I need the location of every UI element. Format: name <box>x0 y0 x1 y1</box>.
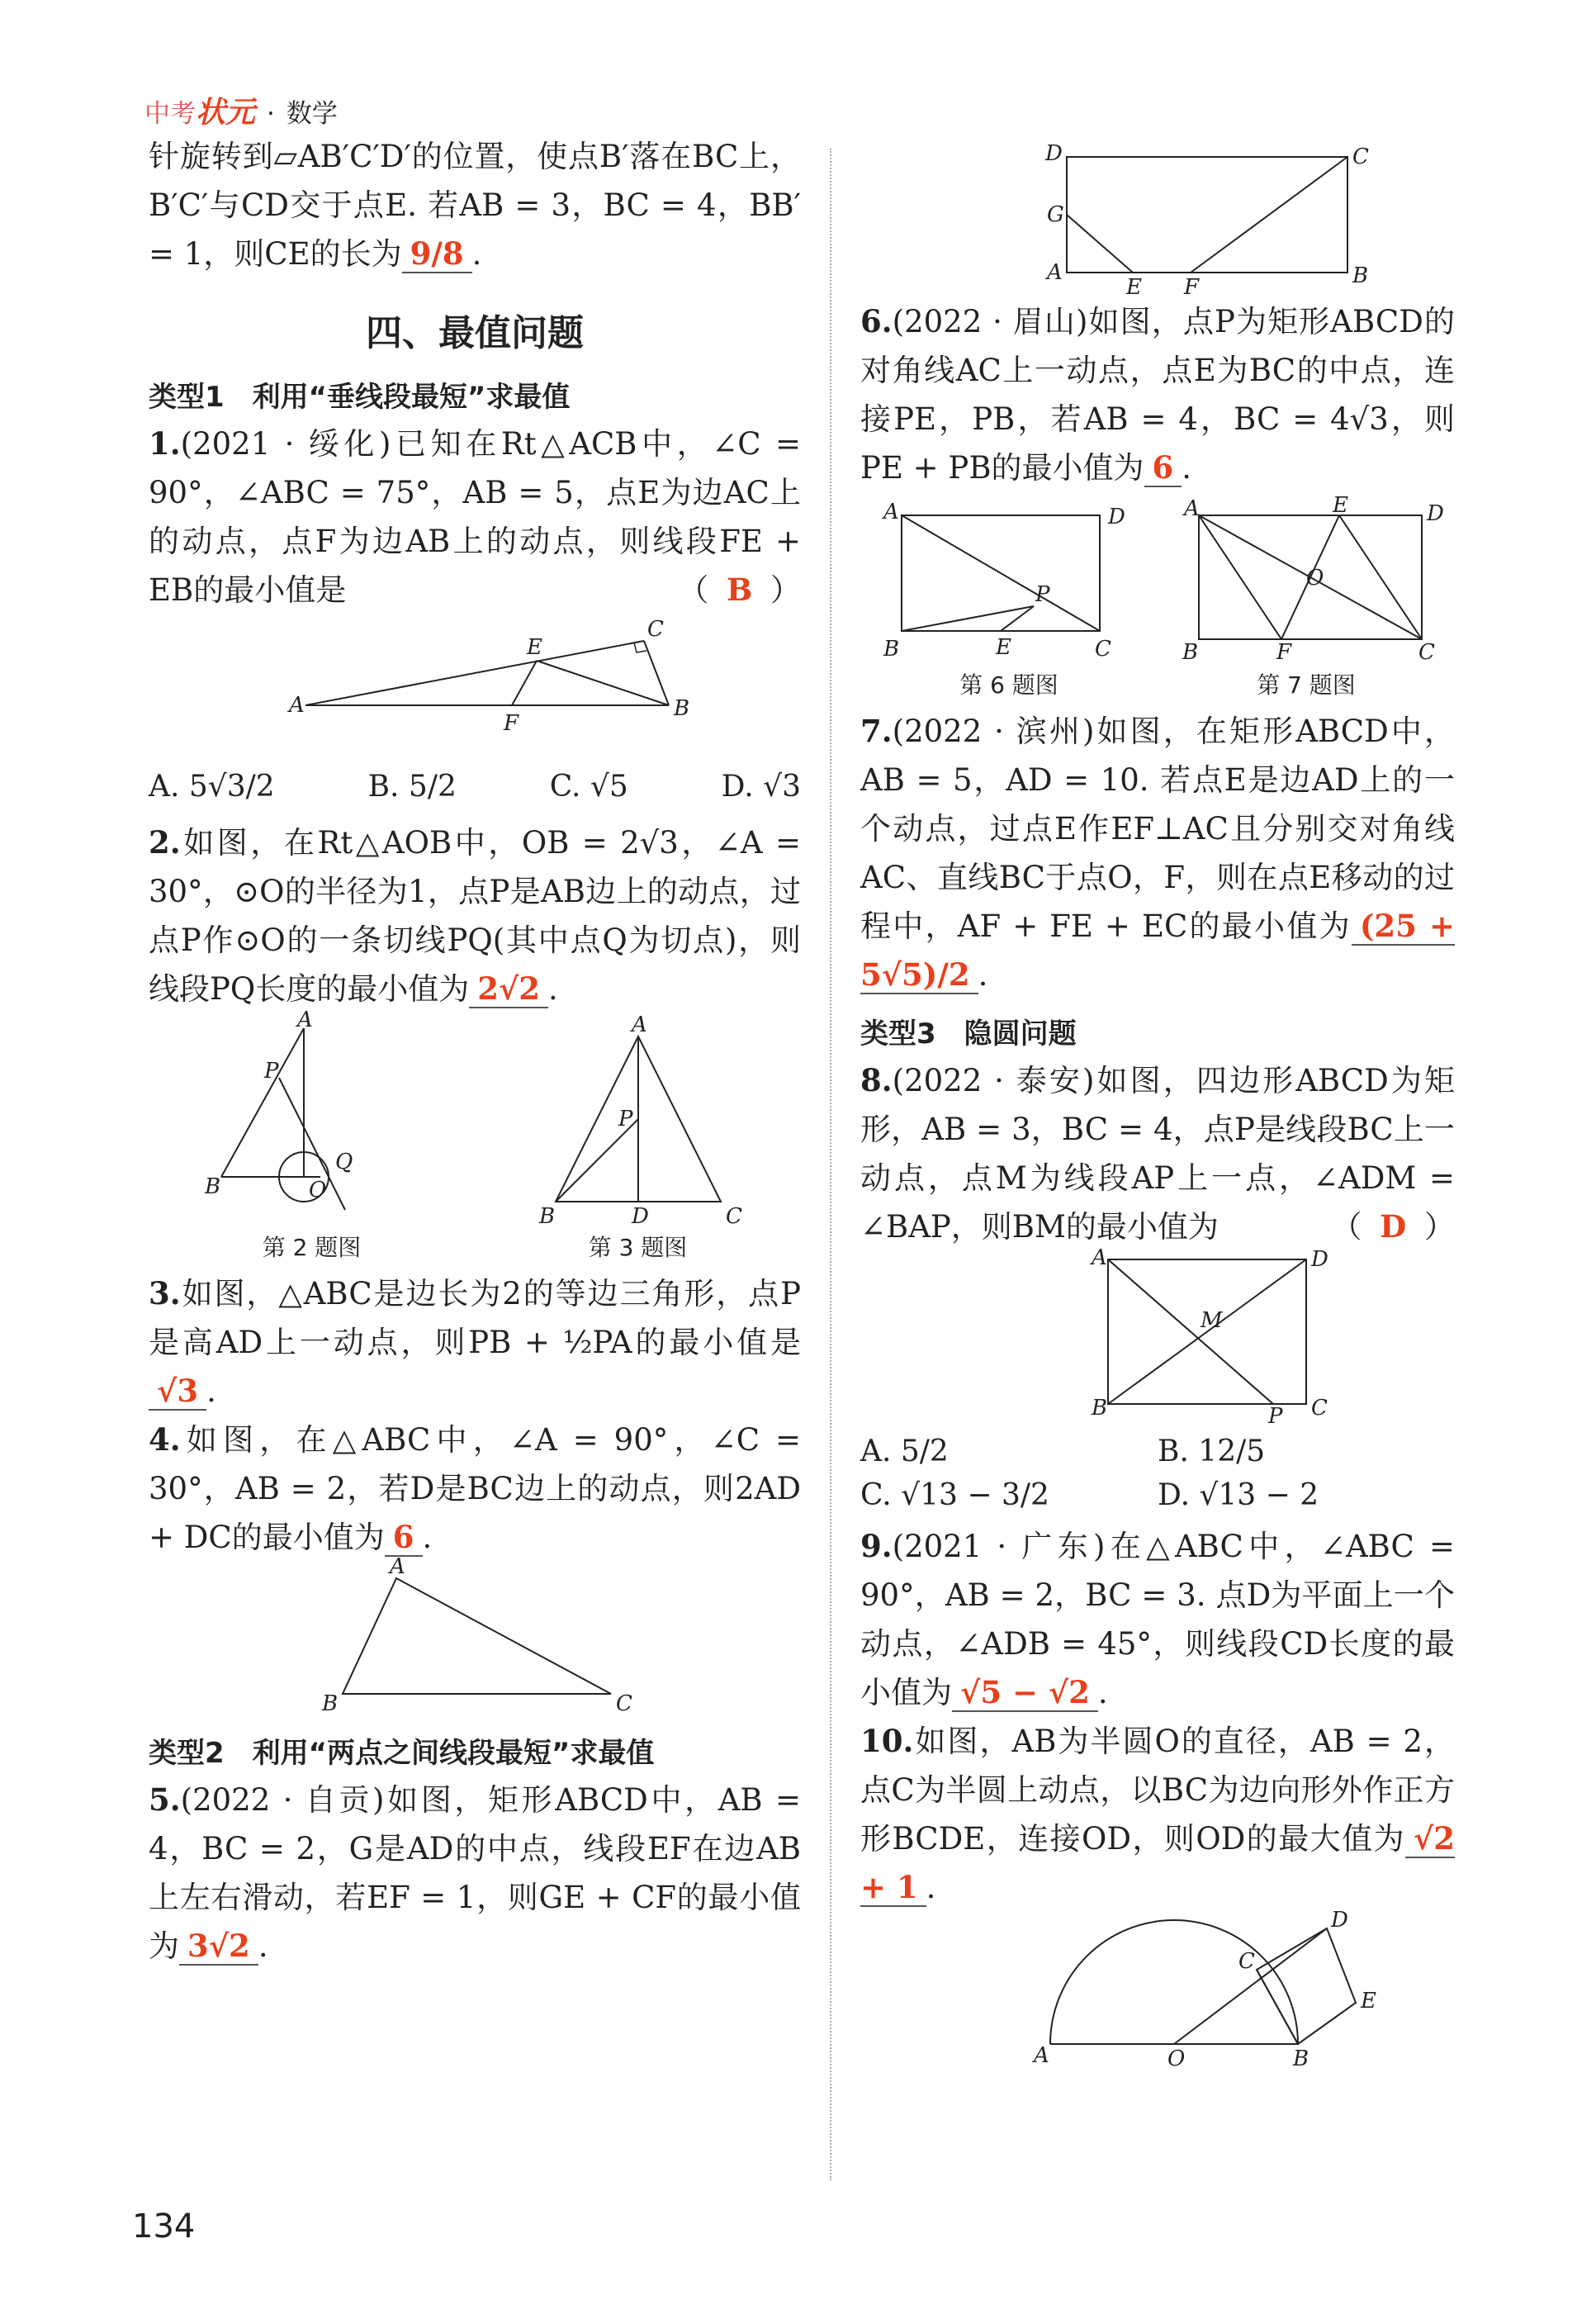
svg-text:B: B <box>1182 640 1199 665</box>
svg-text:C: C <box>1418 640 1435 665</box>
question-2: 2.如图，在Rt△AOB中，OB = 2√3，∠A = 30°，⊙O的半径为1，点P是AB边上的动点，过点P作⊙O的一条切线PQ(其中点Q为切点)，则线段PQ长度的最小值为 2√2 . <box>149 824 801 1007</box>
svg-text:A: A <box>1047 260 1063 285</box>
q2-figure <box>204 1008 419 1226</box>
q2-q3-figures <box>149 1008 801 1263</box>
svg-text:P: P <box>263 1059 278 1084</box>
svg-text:C: C <box>1095 637 1111 662</box>
svg-text:F: F <box>1184 275 1200 300</box>
intro-text: 针旋转到▱AB′C′D′的位置，使点B′落在BC上，B′C′与CD交于点E. 若AB = 3，BC = 4，BB′ = 1，则CE的长为 9/8 . <box>149 139 801 272</box>
svg-text:A: A <box>390 1554 405 1579</box>
svg-text:A: A <box>1092 1245 1107 1270</box>
question-9: 9.(2021 · 广东)在△ABC中，∠ABC = 90°，AB = 2，BC = 3. 点D为平面上一个动点，∠ADB = 45°，则线段CD长度的最小值为 √5 − √2 . <box>860 1528 1455 1710</box>
svg-text:C: C <box>1238 1949 1255 1974</box>
section-title: 四、最值问题 <box>366 312 584 354</box>
q8-figure <box>860 1245 1455 1429</box>
q1-option-a[interactable]: A. 5√3/2 <box>149 770 275 804</box>
svg-text:F: F <box>504 711 519 736</box>
question-8: 8.(2022 · 泰安)如图，四边形ABCD为矩形，AB = 3，BC = 4，点P是线段BC上一动点，点M为线段AP上一点，∠ADM = ∠BAP，则BM的最小值为 （ D ） <box>860 1062 1455 1245</box>
q10-figure <box>860 1908 1455 2071</box>
svg-text:B: B <box>322 1691 339 1716</box>
q1-option-b[interactable]: B. 5/2 <box>367 770 457 804</box>
svg-text:E: E <box>1361 1989 1376 2013</box>
q7-figure <box>1174 493 1444 665</box>
svg-text:B: B <box>1092 1396 1108 1420</box>
svg-text:D: D <box>1045 141 1063 166</box>
svg-text:E: E <box>527 635 542 660</box>
q1-options <box>149 770 801 804</box>
q6-q7-figures <box>860 493 1455 700</box>
svg-text:B: B <box>1352 263 1369 288</box>
q8-option-b[interactable]: B. 12/5 <box>1158 1435 1266 1468</box>
svg-text:A: A <box>1034 2043 1049 2068</box>
svg-text:Q: Q <box>334 1150 353 1174</box>
svg-text:D: D <box>1311 1247 1328 1272</box>
svg-text:B: B <box>883 637 900 662</box>
q1-figure <box>149 614 801 755</box>
svg-text:D: D <box>631 1204 649 1229</box>
q8-options-row1 <box>860 1435 1455 1468</box>
svg-text:C: C <box>647 617 664 642</box>
svg-text:O: O <box>1167 2047 1186 2071</box>
svg-text:F: F <box>1276 640 1292 665</box>
svg-text:A: A <box>631 1013 647 1037</box>
caption-fig2: 第 2 题图 <box>262 1234 362 1261</box>
caption-fig3: 第 3 题图 <box>588 1234 688 1261</box>
svg-text:C: C <box>1352 145 1369 169</box>
svg-text:O: O <box>308 1178 326 1202</box>
svg-text:B: B <box>204 1174 220 1199</box>
svg-text:C: C <box>616 1691 632 1716</box>
svg-text:A: A <box>883 500 899 524</box>
svg-text:E: E <box>1333 493 1348 518</box>
question-10: 10.如图，AB为半圆O的直径，AB = 2，点C为半圆上动点，以BC为边向形外作正方形BCDE，连接OD，则OD的最大值为 √2 + 1 . <box>860 1723 1455 1905</box>
question-3: 3.如图，△ABC是边长为2的等边三角形，点P是高AD上一动点，则PB + ½PA的最小值是√3 . <box>149 1275 801 1409</box>
q4-figure <box>149 1554 801 1719</box>
type2-heading: 类型2 利用“两点之间线段最短”求最值 <box>149 1737 655 1770</box>
svg-text:M: M <box>1201 1308 1223 1333</box>
brand-logo: 中考状元 <box>144 96 256 130</box>
question-5: 5.(2022 · 自贡)如图，矩形ABCD中，AB = 4，BC = 2，G是AD的中点，线段EF在边AB上左右滑动，若EF = 1，则GE + CF的最小值为 3√2 . <box>149 1781 801 1964</box>
svg-text:B: B <box>538 1204 555 1229</box>
q8-option-a[interactable]: A. 5/2 <box>860 1435 949 1468</box>
right-column <box>860 140 1455 2069</box>
question-4: 4.如图，在△ABC中，∠A = 90°，∠C = 30°，AB = 2，若D是BC边上的动点，则2AD + DC的最小值为 6 . <box>149 1421 801 1555</box>
svg-text:P: P <box>1035 582 1050 607</box>
svg-text:D: D <box>1427 501 1444 526</box>
svg-text:A: A <box>1184 496 1200 521</box>
caption-fig6: 第 6 题图 <box>959 671 1058 699</box>
svg-text:P: P <box>1268 1404 1283 1429</box>
page-number: 134 <box>132 2208 196 2246</box>
q3-figure <box>531 1013 746 1229</box>
question-6: 6.(2022 · 眉山)如图，点P为矩形ABCD的对角线AC上一动点，点E为BC的中点，连接PE，PB，若AB = 4，BC = 4√3，则PE + PB的最小值为 6 . <box>860 303 1455 486</box>
q6-figure <box>877 499 1141 664</box>
svg-text:C: C <box>725 1204 742 1229</box>
svg-text:D: D <box>1331 1908 1348 1933</box>
left-column <box>149 132 801 1971</box>
q8-option-c[interactable]: C. √13 − 3/2 <box>860 1478 1049 1512</box>
svg-text:A: A <box>289 693 305 718</box>
svg-text:D: D <box>1108 505 1125 529</box>
q5-figure <box>860 140 1455 300</box>
type3-heading: 类型3 隐圆问题 <box>860 1017 1077 1051</box>
svg-text:B: B <box>674 696 690 721</box>
column-divider <box>830 149 831 2180</box>
svg-text:A: A <box>296 1008 313 1032</box>
page-header: 中考状元 · 数学 <box>144 96 338 130</box>
caption-fig7: 第 7 题图 <box>1257 671 1356 699</box>
svg-text:E: E <box>1126 275 1142 300</box>
q1-option-c[interactable]: C. √5 <box>549 770 628 804</box>
svg-text:B: B <box>1293 2047 1309 2071</box>
q1-option-d[interactable]: D. √3 <box>721 770 801 804</box>
svg-text:E: E <box>996 635 1011 660</box>
question-1: 1.(2021 · 绥化)已知在Rt△ACB中，∠C = 90°，∠ABC = 75°，AB = 5，点E为边AC上的动点，点F为边AB上的动点，则线段FE + EB的最小值是 （ B ） <box>149 425 801 608</box>
q8-option-d[interactable]: D. √13 − 2 <box>1158 1478 1319 1512</box>
type1-heading: 类型1 利用“垂线段最短”求最值 <box>149 381 571 414</box>
svg-text:C: C <box>1311 1396 1328 1420</box>
question-7: 7.(2022 · 滨州)如图，在矩形ABCD中，AB = 5，AD = 10. 若点E是边AD上的一个动点，过点E作EF⊥AC且分别交对角线AC、直线BC于点O，F，则在点E移动的过程中，AF + FE + EC的最小值为 (25 + 5√5)/2 . <box>860 713 1455 993</box>
subject-label: 数学 <box>286 99 338 129</box>
q8-options-row2 <box>860 1478 1455 1512</box>
svg-text:G: G <box>1047 202 1064 227</box>
svg-text:O: O <box>1306 566 1324 590</box>
svg-text:P: P <box>618 1107 632 1131</box>
